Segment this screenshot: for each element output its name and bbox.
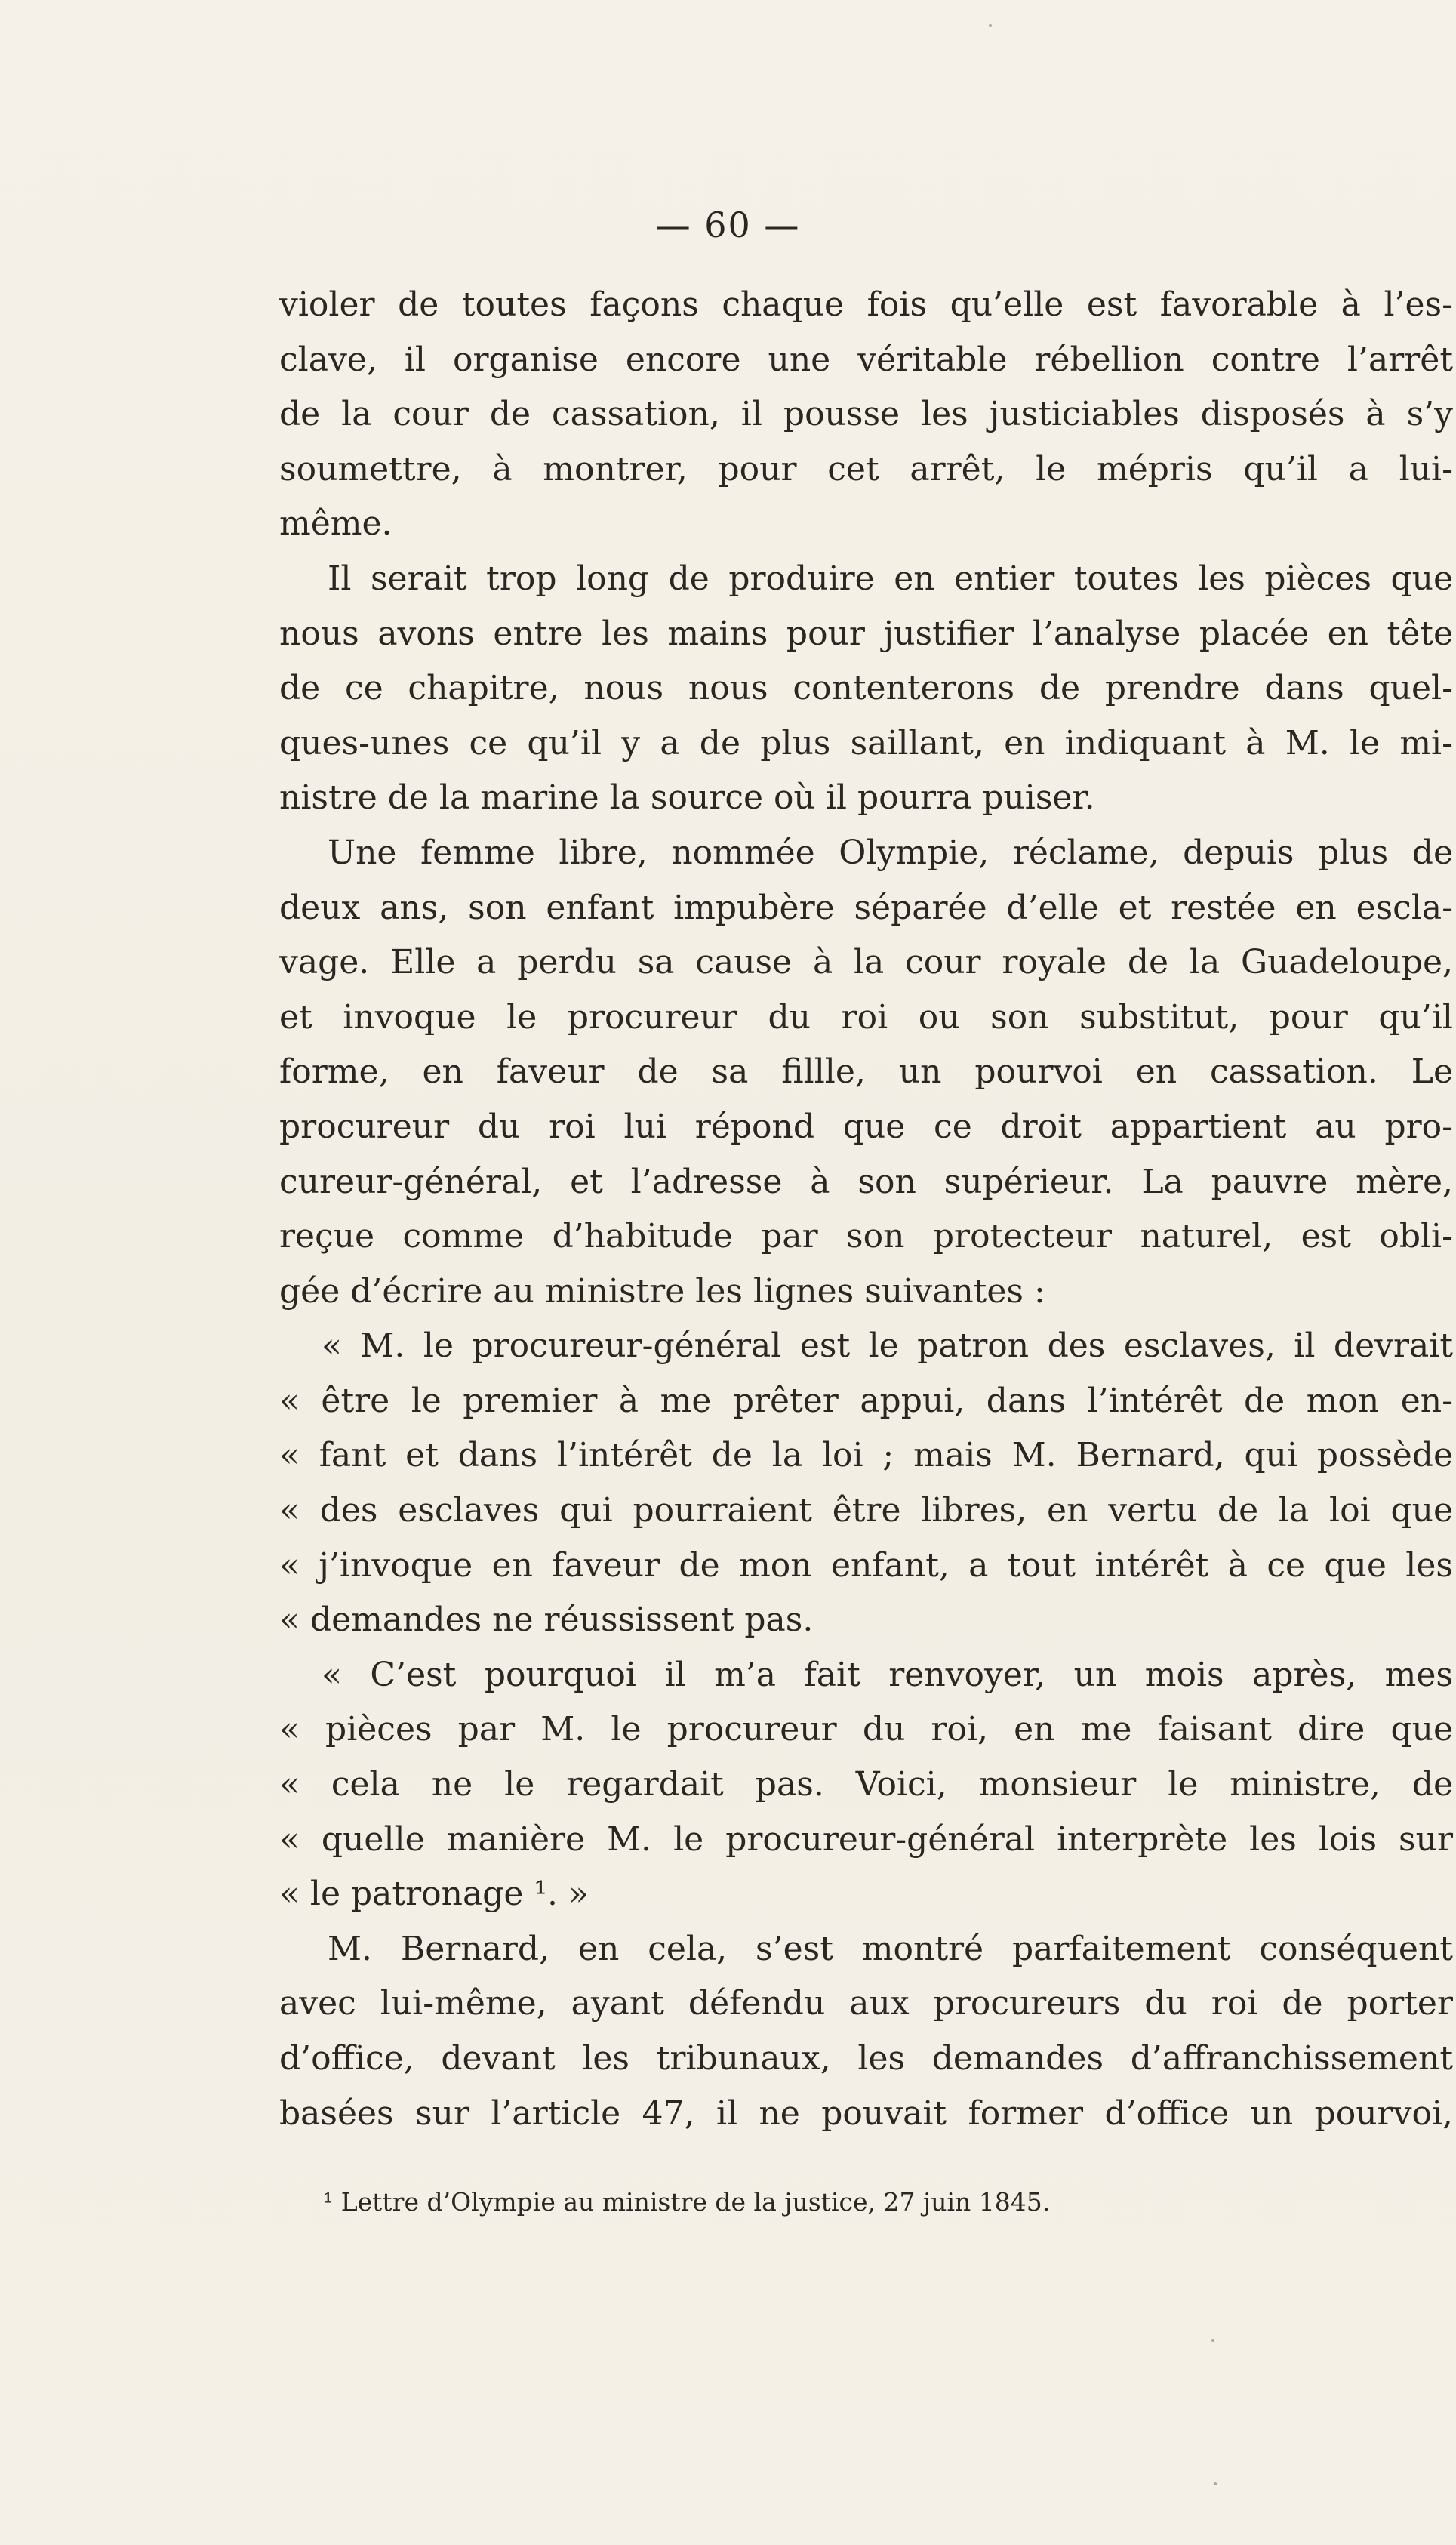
paper-speck <box>989 24 992 27</box>
quote-line: « des esclaves qui pourraient être libres, en vertu de la loi que <box>279 1491 1453 1530</box>
quote-line: « être le premier à me prêter appui, dans l’intérêt de mon en- <box>279 1381 1453 1420</box>
text-line: d’office, devant les tribunaux, les demandes d’affranchissement <box>279 2039 1453 2078</box>
text-line: nistre de la marine la source où il pourra puiser. <box>279 778 1095 818</box>
quote-line: « pièces par M. le procureur du roi, en me faisant dire que <box>279 1710 1453 1749</box>
text-line: basées sur l’article 47, il ne pouvait former d’office un pourvoi, <box>279 2094 1453 2133</box>
footnote: ¹ Lettre d’Olympie au ministre de la justice, 27 juin 1845. <box>323 2187 1051 2217</box>
text-line: ques-unes ce qu’il y a de plus saillant, en indiquant à M. le mi- <box>279 723 1453 763</box>
quote-line: « j’invoque en faveur de mon enfant, a tout intérêt à ce que les <box>279 1545 1453 1585</box>
text-line: forme, en faveur de sa fillle, un pourvoi en cassation. Le <box>279 1052 1453 1092</box>
text-line: reçue comme d’habitude par son protecteur naturel, est obli- <box>279 1217 1453 1256</box>
text-line: procureur du roi lui répond que ce droit appartient au pro- <box>279 1107 1453 1146</box>
text-line: soumettre, à montrer, pour cet arrêt, le mépris qu’il a lui- <box>279 449 1453 488</box>
quote-line: « demandes ne réussissent pas. <box>279 1601 814 1640</box>
paper-speck <box>1211 2339 1214 2342</box>
text-line: vage. Elle a perdu sa cause à la cour royale de la Guadeloupe, <box>279 943 1453 982</box>
quote-line: « M. le procureur-général est le patron des esclaves, il devrait <box>322 1326 1453 1366</box>
page-number: — 60 — <box>655 205 801 245</box>
quote-line: « le patronage ¹. » <box>279 1875 589 1914</box>
text-line: de la cour de cassation, il pousse les justiciables disposés à s’y <box>279 395 1453 434</box>
quote-line: « quelle manière M. le procureur-général interprète les lois sur <box>279 1819 1453 1859</box>
body-text <box>279 278 1456 2141</box>
text-line: même. <box>279 504 392 544</box>
quote-line: « fant et dans l’intérêt de la loi ; mais M. Bernard, qui possède <box>279 1436 1453 1475</box>
text-line: deux ans, son enfant impubère séparée d’elle et restée en escla- <box>279 888 1453 927</box>
text-line: avec lui-même, ayant défendu aux procureurs du roi de porter <box>279 1984 1453 2023</box>
paper-speck <box>1214 2482 1217 2485</box>
text-line: violer de toutes façons chaque fois qu’elle est favorable à l’es- <box>279 285 1453 324</box>
quote-line: « cela ne le regardait pas. Voici, monsieur le ministre, de <box>279 1765 1453 1804</box>
text-line: Il serait trop long de produire en entier toutes les pièces que <box>328 559 1453 598</box>
text-line: Une femme libre, nommée Olympie, réclame, depuis plus de <box>328 833 1453 872</box>
text-line: cureur-général, et l’adresse à son supérieur. La pauvre mère, <box>279 1162 1453 1201</box>
text-line: et invoque le procureur du roi ou son substitut, pour qu’il <box>279 997 1453 1037</box>
text-line: M. Bernard, en cela, s’est montré parfaitement conséquent <box>328 1929 1453 1968</box>
text-line: nous avons entre les mains pour justifier l’analyse placée en tête <box>279 614 1453 653</box>
text-line: gée d’écrire au ministre les lignes suivantes : <box>279 1271 1045 1311</box>
text-line: clave, il organise encore une véritable rébellion contre l’arrêt <box>279 340 1453 379</box>
text-line: de ce chapitre, nous nous contenterons de prendre dans quel- <box>279 669 1453 708</box>
quote-line: « C’est pourquoi il m’a fait renvoyer, un mois après, mes <box>322 1655 1453 1694</box>
